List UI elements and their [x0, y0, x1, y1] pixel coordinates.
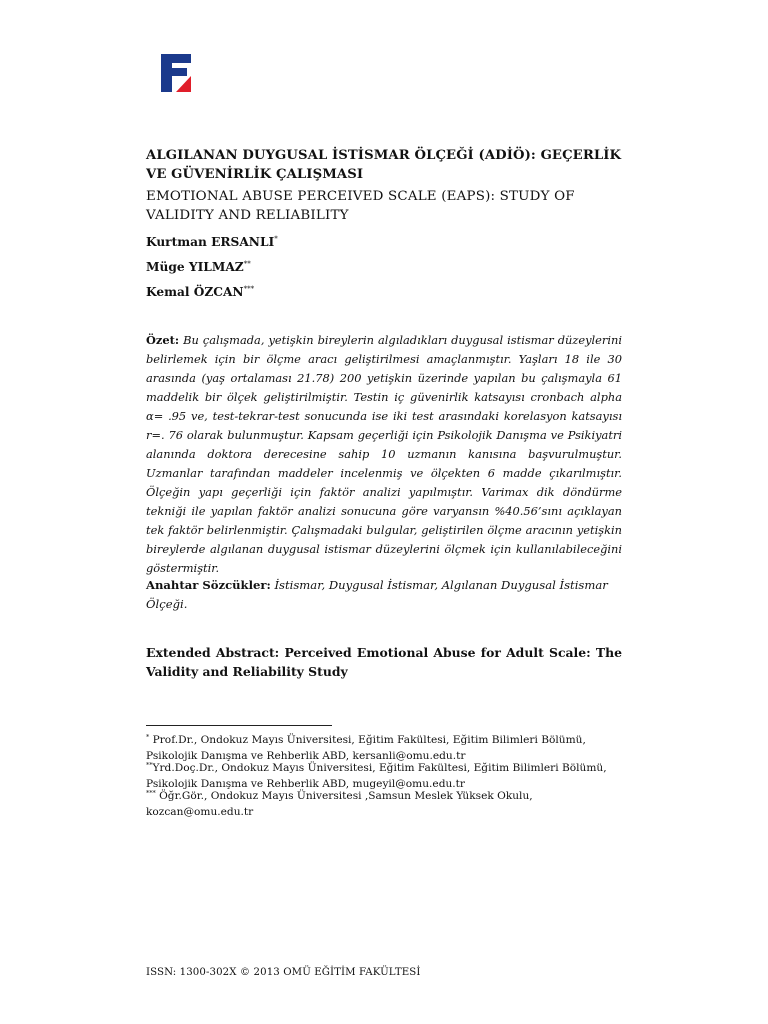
logo-red-shape — [176, 76, 191, 92]
title-turkish: ALGILANAN DUYGUSAL İSTİSMAR ÖLÇEĞİ (ADİÖ): GEÇERLİK VE GÜVENİRLİK ÇALIŞMASI — [146, 148, 622, 182]
abstract-label: Özet: — [146, 333, 180, 347]
footnote-line: Öğr.Gör., Ondokuz Mayıs Üniversitesi ,Samsun Meslek Yüksek Okulu, — [155, 790, 533, 802]
abstract — [146, 331, 622, 578]
footnote-mark: ** — [146, 761, 153, 769]
footnote-line: Yrd.Doç.Dr., Ondokuz Mayıs Üniversitesi, Eğitim Fakültesi, Eğitim Bilimleri Bölümü, — [152, 762, 607, 774]
keywords-label: Anahtar Sözcükler: — [146, 578, 271, 592]
abstract-text: Bu çalışmada, yetişkin bireylerin algıladıkları duygusal istismar düzeylerini belirlemek için bir ölçme aracı geliştirilmesi amaçlanmıştır. Yaşları 18 ile 30 arasında (yaş ortalaması 21.78) 200 yetişkin üzerinde yapılan bu çalışmayla 61 maddelik bir ölçek geliştirilmiştir. Testin iç güvenirlik katsayısı cronbach alpha α= .95 ve, test-tekrar-test sonucunda ise iki test arasındaki korelasyon katsayısı r=. 76 olarak bulunmuştur. Kapsam geçerliği için Psikolojik Danışma ve Psikiyatri alanında doktora derecesine sahip 10 uzmanın kanısına başvurulmuştur. Uzmanlar tarafından maddeler incelenmiş ve ölçekten 6 madde çıkarılmıştır. Ölçeğin yapı geçerliği için faktör analizi yapılmıştır. Varimax dik döndürme tekniği ile yapılan faktör analizi sonucuna göre varyansın %40.56’sını açıklayan tek faktör belirlenmiştir. Çalışmadaki bulgular, geliştirilen ölçme aracının yetişkin bireylerde algılanan duygusal istismar düzeylerini ölçmek için kullanılabileceğini göstermiştir. — [146, 333, 622, 575]
author-1 — [146, 235, 278, 249]
author-name: Müge YILMAZ — [146, 260, 244, 274]
title-english: EMOTIONAL ABUSE PERCEIVED SCALE (EAPS): STUDY OF VALIDITY AND RELIABILITY — [146, 189, 575, 223]
author-name: Kurtman ERSANLI — [146, 235, 275, 249]
author-mark: * — [274, 235, 278, 243]
footnote-mark: * — [146, 733, 150, 741]
footnote-line: kozcan@omu.edu.tr — [146, 805, 254, 818]
author-name: Kemal ÖZCAN — [146, 285, 244, 299]
author-3 — [146, 285, 254, 299]
keywords — [146, 576, 622, 614]
author-2 — [146, 260, 251, 274]
extended-abstract-title: Extended Abstract: Perceived Emotional Abuse for Adult Scale: The Validity and Reliability Study — [146, 645, 622, 679]
author-mark: *** — [243, 285, 255, 293]
author-mark: ** — [243, 260, 251, 268]
footnote-3 — [146, 786, 622, 820]
page-footer: ISSN: 1300-302X © 2013 OMÜ EĞİTİM FAKÜLTESİ — [146, 967, 421, 978]
footnote-mark: *** — [146, 789, 156, 797]
footnote-line: Psikolojik Danışma ve Rehberlik ABD, kersanli@omu.edu.tr — [146, 749, 466, 762]
journal-logo — [161, 54, 191, 92]
keywords-text: İstismar, Duygusal İstismar, Algılanan Duygusal İstismar Ölçeği. — [146, 578, 608, 611]
footnote-line: Prof.Dr., Ondokuz Mayıs Üniversitesi, Eğitim Fakültesi, Eğitim Bilimleri Bölümü, — [149, 734, 586, 746]
footnote-line: Psikolojik Danışma ve Rehberlik ABD, mugeyil@omu.edu.tr — [146, 777, 465, 790]
footnote-divider — [146, 725, 332, 726]
